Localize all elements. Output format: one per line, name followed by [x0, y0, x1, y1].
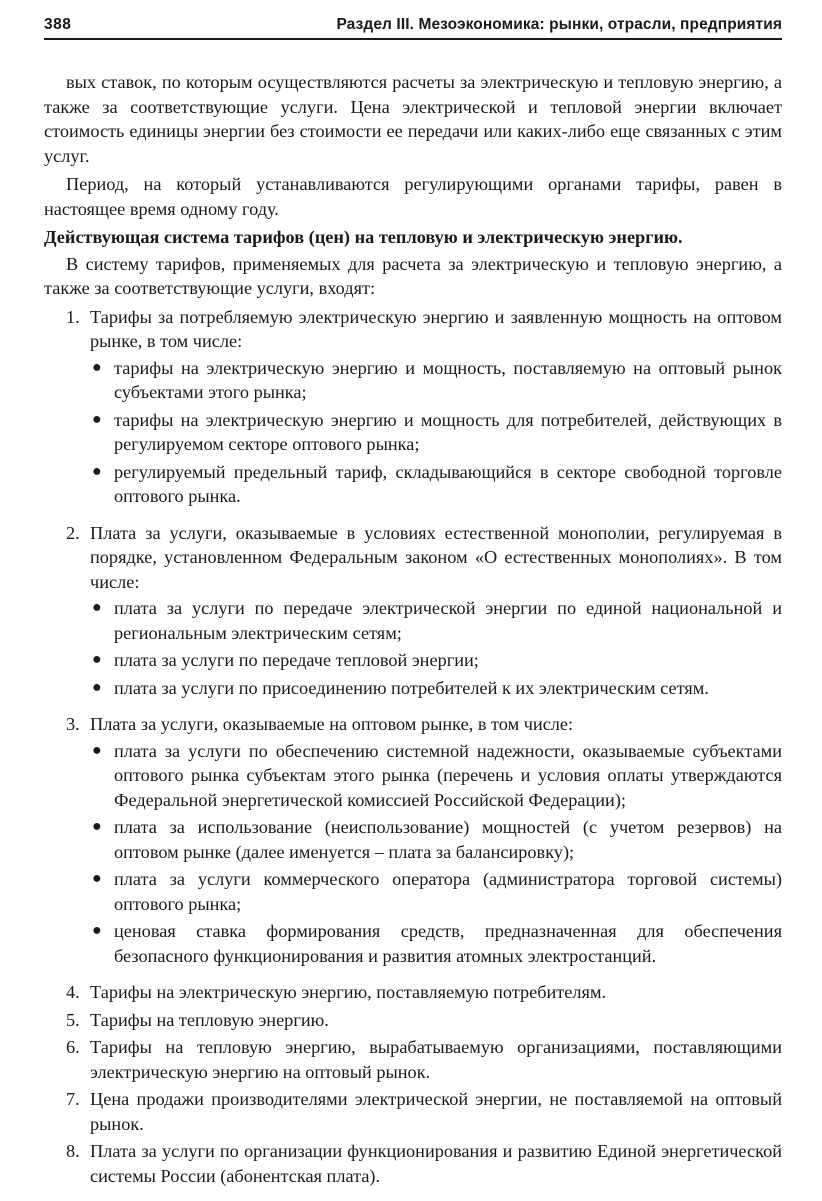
sub-list-item-text: плата за услуги по передаче тепловой энергии;: [114, 650, 479, 670]
list-item: [44, 1087, 782, 1136]
tariff-list: [44, 305, 782, 1189]
list-item-number: 1.: [66, 306, 80, 327]
sub-list-item: [90, 676, 782, 701]
list-item-number: 3.: [66, 714, 80, 734]
sub-list-item: [90, 460, 782, 509]
sub-list-item: [90, 919, 782, 968]
paragraph-continuation: вых ставок, по которым осуществляются расчеты за электрическую и тепловую энергию, а также за соответствующие услуги. Цена электрической и тепловой энергии включает стоимость единицы энергии без стоимости ее передачи или каких-либо еще связанных с этим услуг.: [44, 72, 782, 166]
sub-list-item-text: плата за услуги по передаче электрической энергии по единой национальной и региональным электрическим сетям;: [114, 598, 782, 643]
sub-list-item: [90, 815, 782, 864]
list-item-number: 2.: [66, 522, 80, 543]
sub-list-item: [90, 356, 782, 405]
bullet-icon: ●: [92, 410, 102, 428]
list-item-text: Тарифы на тепловую энергию, вырабатываемую организациями, поставляющими электрическую энергию на оптовый рынок.: [90, 1037, 782, 1082]
list-item-text: Тарифы за потребляемую электрическую энергию и заявленную мощность на оптовом рынке, в том числе:: [90, 306, 782, 351]
bullet-icon: ●: [92, 358, 102, 376]
bullet-icon: ●: [92, 741, 102, 759]
list-item: [44, 1008, 782, 1033]
list-item-text: Плата за услуги по организации функционирования и развитию Единой энергетической системы России (абонентская плата).: [90, 1141, 782, 1186]
list-item: [44, 305, 782, 509]
sub-list-item-text: плата за услуги коммерческого оператора (администратора торговой системы) оптового рынка;: [114, 869, 782, 914]
sub-list-item-text: тарифы на электрическую энергию и мощность для потребителей, действующих в регулируемом секторе оптового рынка;: [114, 409, 782, 454]
sub-list: [90, 739, 782, 969]
list-item: [44, 980, 782, 1005]
bullet-icon: ●: [92, 678, 102, 696]
list-intro: В систему тарифов, применяемых для расчета за электрическую и тепловую энергию, а также за соответствующие услуги, входят:: [44, 253, 782, 298]
list-item-number: 8.: [66, 1141, 80, 1161]
bullet-icon: ●: [92, 651, 102, 668]
bullet-icon: ●: [92, 462, 102, 480]
sub-list-item: [90, 739, 782, 813]
sub-list-item-text: плата за использование (неиспользование) мощностей (с учетом резервов) на оптовом рынке (далее именуется – плата за балансировку);: [114, 817, 782, 862]
list-item-number: 7.: [66, 1089, 80, 1109]
page-header: [44, 14, 782, 40]
paragraph-tariff-period: Период, на который устанавливаются регулирующими органами тарифы, равен в настоящее время одному году.: [44, 174, 782, 219]
list-item-number: 5.: [66, 1009, 80, 1030]
sub-list-item-text: регулируемый предельный тариф, складывающийся в секторе свободной торговле оптового рынка.: [114, 461, 782, 506]
list-item-number: 4.: [66, 982, 80, 1002]
list-item-number: 6.: [66, 1037, 80, 1057]
sub-list-item: [90, 648, 782, 673]
page-number: 388: [44, 16, 72, 33]
list-item: [44, 1035, 782, 1084]
sub-list: [90, 356, 782, 509]
sub-list-item: [90, 596, 782, 645]
list-item-text: Цена продажи производителями электрической энергии, не поставляемой на оптовый рынок.: [90, 1089, 782, 1134]
bullet-icon: ●: [92, 599, 102, 616]
list-item-text: Тарифы на тепловую энергию.: [90, 1009, 329, 1030]
list-item: [44, 521, 782, 701]
bullet-icon: ●: [92, 818, 102, 835]
section-heading: Действующая система тарифов (цен) на тепловую и электрическую энергию.: [44, 227, 683, 247]
sub-list-item-text: плата за услуги по присоединению потребителей к их электрическим сетям.: [114, 677, 709, 698]
list-item-text: Тарифы на электрическую энергию, поставляемую потребителям.: [90, 982, 607, 1002]
list-item-text: Плата за услуги, оказываемые в условиях естественной монополии, регулируемая в порядке, установленном Федеральным законом «О естественных монополиях». В том числе:: [90, 522, 782, 592]
sub-list-item: [90, 408, 782, 457]
bullet-icon: ●: [92, 870, 102, 887]
page-body: [44, 70, 782, 1191]
sub-list-item-text: тарифы на электрическую энергию и мощность, поставляемую на оптовый рынок субъектами этого рынка;: [114, 357, 782, 402]
list-item: [44, 712, 782, 968]
running-title: Раздел III. Мезоэкономика: рынки, отрасли, предприятия: [336, 16, 782, 33]
sub-list-item-text: плата за услуги по обеспечению системной надежности, оказываемые субъектами оптового рынка субъектам этого рынка (перечень и условия оплаты утверждаются Федеральной энергетической комиссией Российской Федерации);: [114, 740, 782, 810]
sub-list-item-text: ценовая ставка формирования средств, предназначенная для обеспечения безопасного функционирования и развития атомных электростанций.: [114, 921, 782, 966]
list-item: [44, 1139, 782, 1188]
sub-list-item: [90, 867, 782, 916]
list-item-text: Плата за услуги, оказываемые на оптовом рынке, в том числе:: [90, 714, 574, 734]
bullet-icon: ●: [92, 922, 102, 939]
sub-list: [90, 596, 782, 700]
